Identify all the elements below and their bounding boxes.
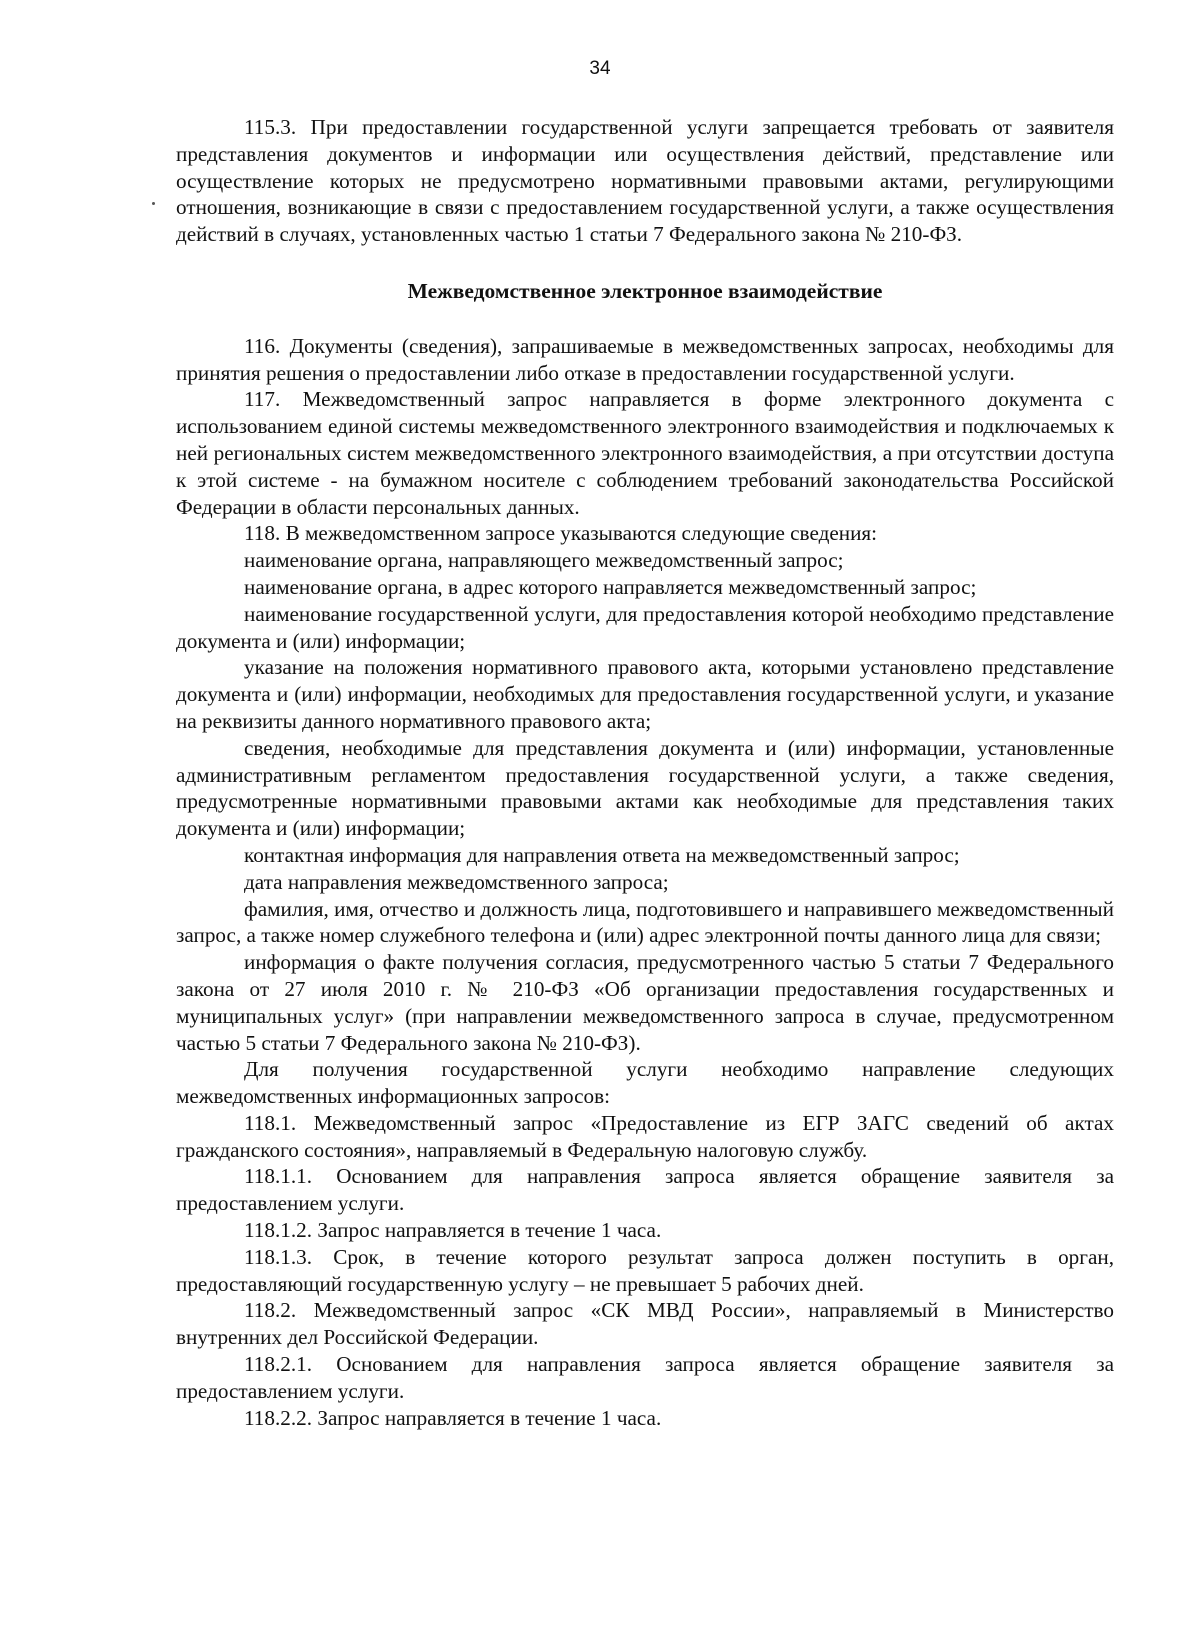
paragraph-118-1-2: 118.1.2. Запрос направляется в течение 1 часа. — [244, 1218, 662, 1243]
list-item: указание на положения нормативного правового акта, которыми установлено представление документа и (или) информации, необходимых для предоставления государственной услуги, и указание на реквизиты данного нормативного правового акта; — [176, 655, 1114, 733]
paragraph-118-1-1: 118.1.1. Основанием для направления запроса является обращение заявителя за предоставлением услуги. — [176, 1164, 1114, 1216]
paragraph-118-1-3: 118.1.3. Срок, в течение которого результат запроса должен поступить в орган, предоставляющий государственную услугу – не превышает 5 рабочих дней. — [176, 1244, 1114, 1296]
list-item: контактная информация для направления ответа на межведомственный запрос; — [244, 842, 960, 867]
paragraph-116: 116. Документы (сведения), запрашиваемые в межведомственных запросах, необходимы для принятия решения о предоставлении либо отказе в предоставлении государственной услуги. — [176, 333, 1114, 385]
list-item: фамилия, имя, отчество и должность лица, подготовившего и направившего межведомственный запрос, а также номер служебного телефона и (или) адрес электронной почты данного лица для связи; — [176, 896, 1114, 948]
scan-speck — [152, 202, 155, 205]
paragraph-115-3: 115.3. При предоставлении государственной услуги запрещается требовать от заявителя представления документов и информации или осуществления действий, представление или осуществление которых не предусмотрено нормативными правовыми актами, регулирующими отношения, возникающие в связи с предоставлением государственной услуги, а также осуществления действий в случаях, установленных частью 1 статьи 7 Федерального закона № 210-ФЗ. — [176, 115, 1114, 247]
paragraph-118: 118. В межведомственном запросе указываются следующие сведения: — [244, 521, 878, 546]
list-item: дата направления межведомственного запроса; — [244, 869, 669, 894]
list-item: наименование органа, в адрес которого направляется межведомственный запрос; — [244, 574, 977, 599]
list-item: наименование государственной услуги, для предоставления которой необходимо представление документа и (или) информации; — [176, 601, 1114, 653]
page-number: 34 — [589, 58, 611, 79]
paragraph-118-1: 118.1. Межведомственный запрос «Предоставление из ЕГР ЗАГС сведений об актах гражданского состояния», направляемый в Федеральную налоговую службу. — [176, 1110, 1114, 1162]
paragraph-118-2-1: 118.2.1. Основанием для направления запроса является обращение заявителя за предоставлением услуги. — [176, 1352, 1114, 1403]
list-item: информация о факте получения согласия, предусмотренного частью 5 статьи 7 Федерального закона от 27 июля 2010 г. № 210-ФЗ «Об организации предоставления государственных и муниципальных услуг» (при направлении межведомственного запроса в случае, предусмотренном частью 5 статьи 7 Федерального закона № 210-ФЗ). — [176, 950, 1114, 1055]
list-item: наименование органа, направляющего межведомственный запрос; — [244, 548, 844, 573]
paragraph-117: 117. Межведомственный запрос направляется в форме электронного документа с использованием единой системы межведомственного электронного взаимодействия и подключаемых к ней региональных систем межведомственного электронного взаимодействия, а при отсутствии доступа к этой системе - на бумажном носителе с соблюдением требований законодательства Российской Федерации в области персональных данных. — [176, 387, 1114, 519]
paragraph-118-2-2: 118.2.2. Запрос направляется в течение 1 часа. — [244, 1405, 662, 1430]
paragraph-118-2: 118.2. Межведомственный запрос «СК МВД России», направляемый в Министерство внутренних дел Российской Федерации. — [176, 1298, 1114, 1350]
list-item: сведения, необходимые для представления документа и (или) информации, установленные административным регламентом предоставления государственной услуги, а также сведения, предусмотренные нормативными правовыми актами как необходимые для представления таких документа и (или) информации; — [176, 735, 1114, 841]
paragraph-requests-intro: Для получения государственной услуги необходимо направление следующих межведомственных информационных запросов: — [176, 1057, 1114, 1109]
section-heading: Межведомственное электронное взаимодействие — [407, 278, 883, 303]
document-body — [176, 114, 1114, 1431]
